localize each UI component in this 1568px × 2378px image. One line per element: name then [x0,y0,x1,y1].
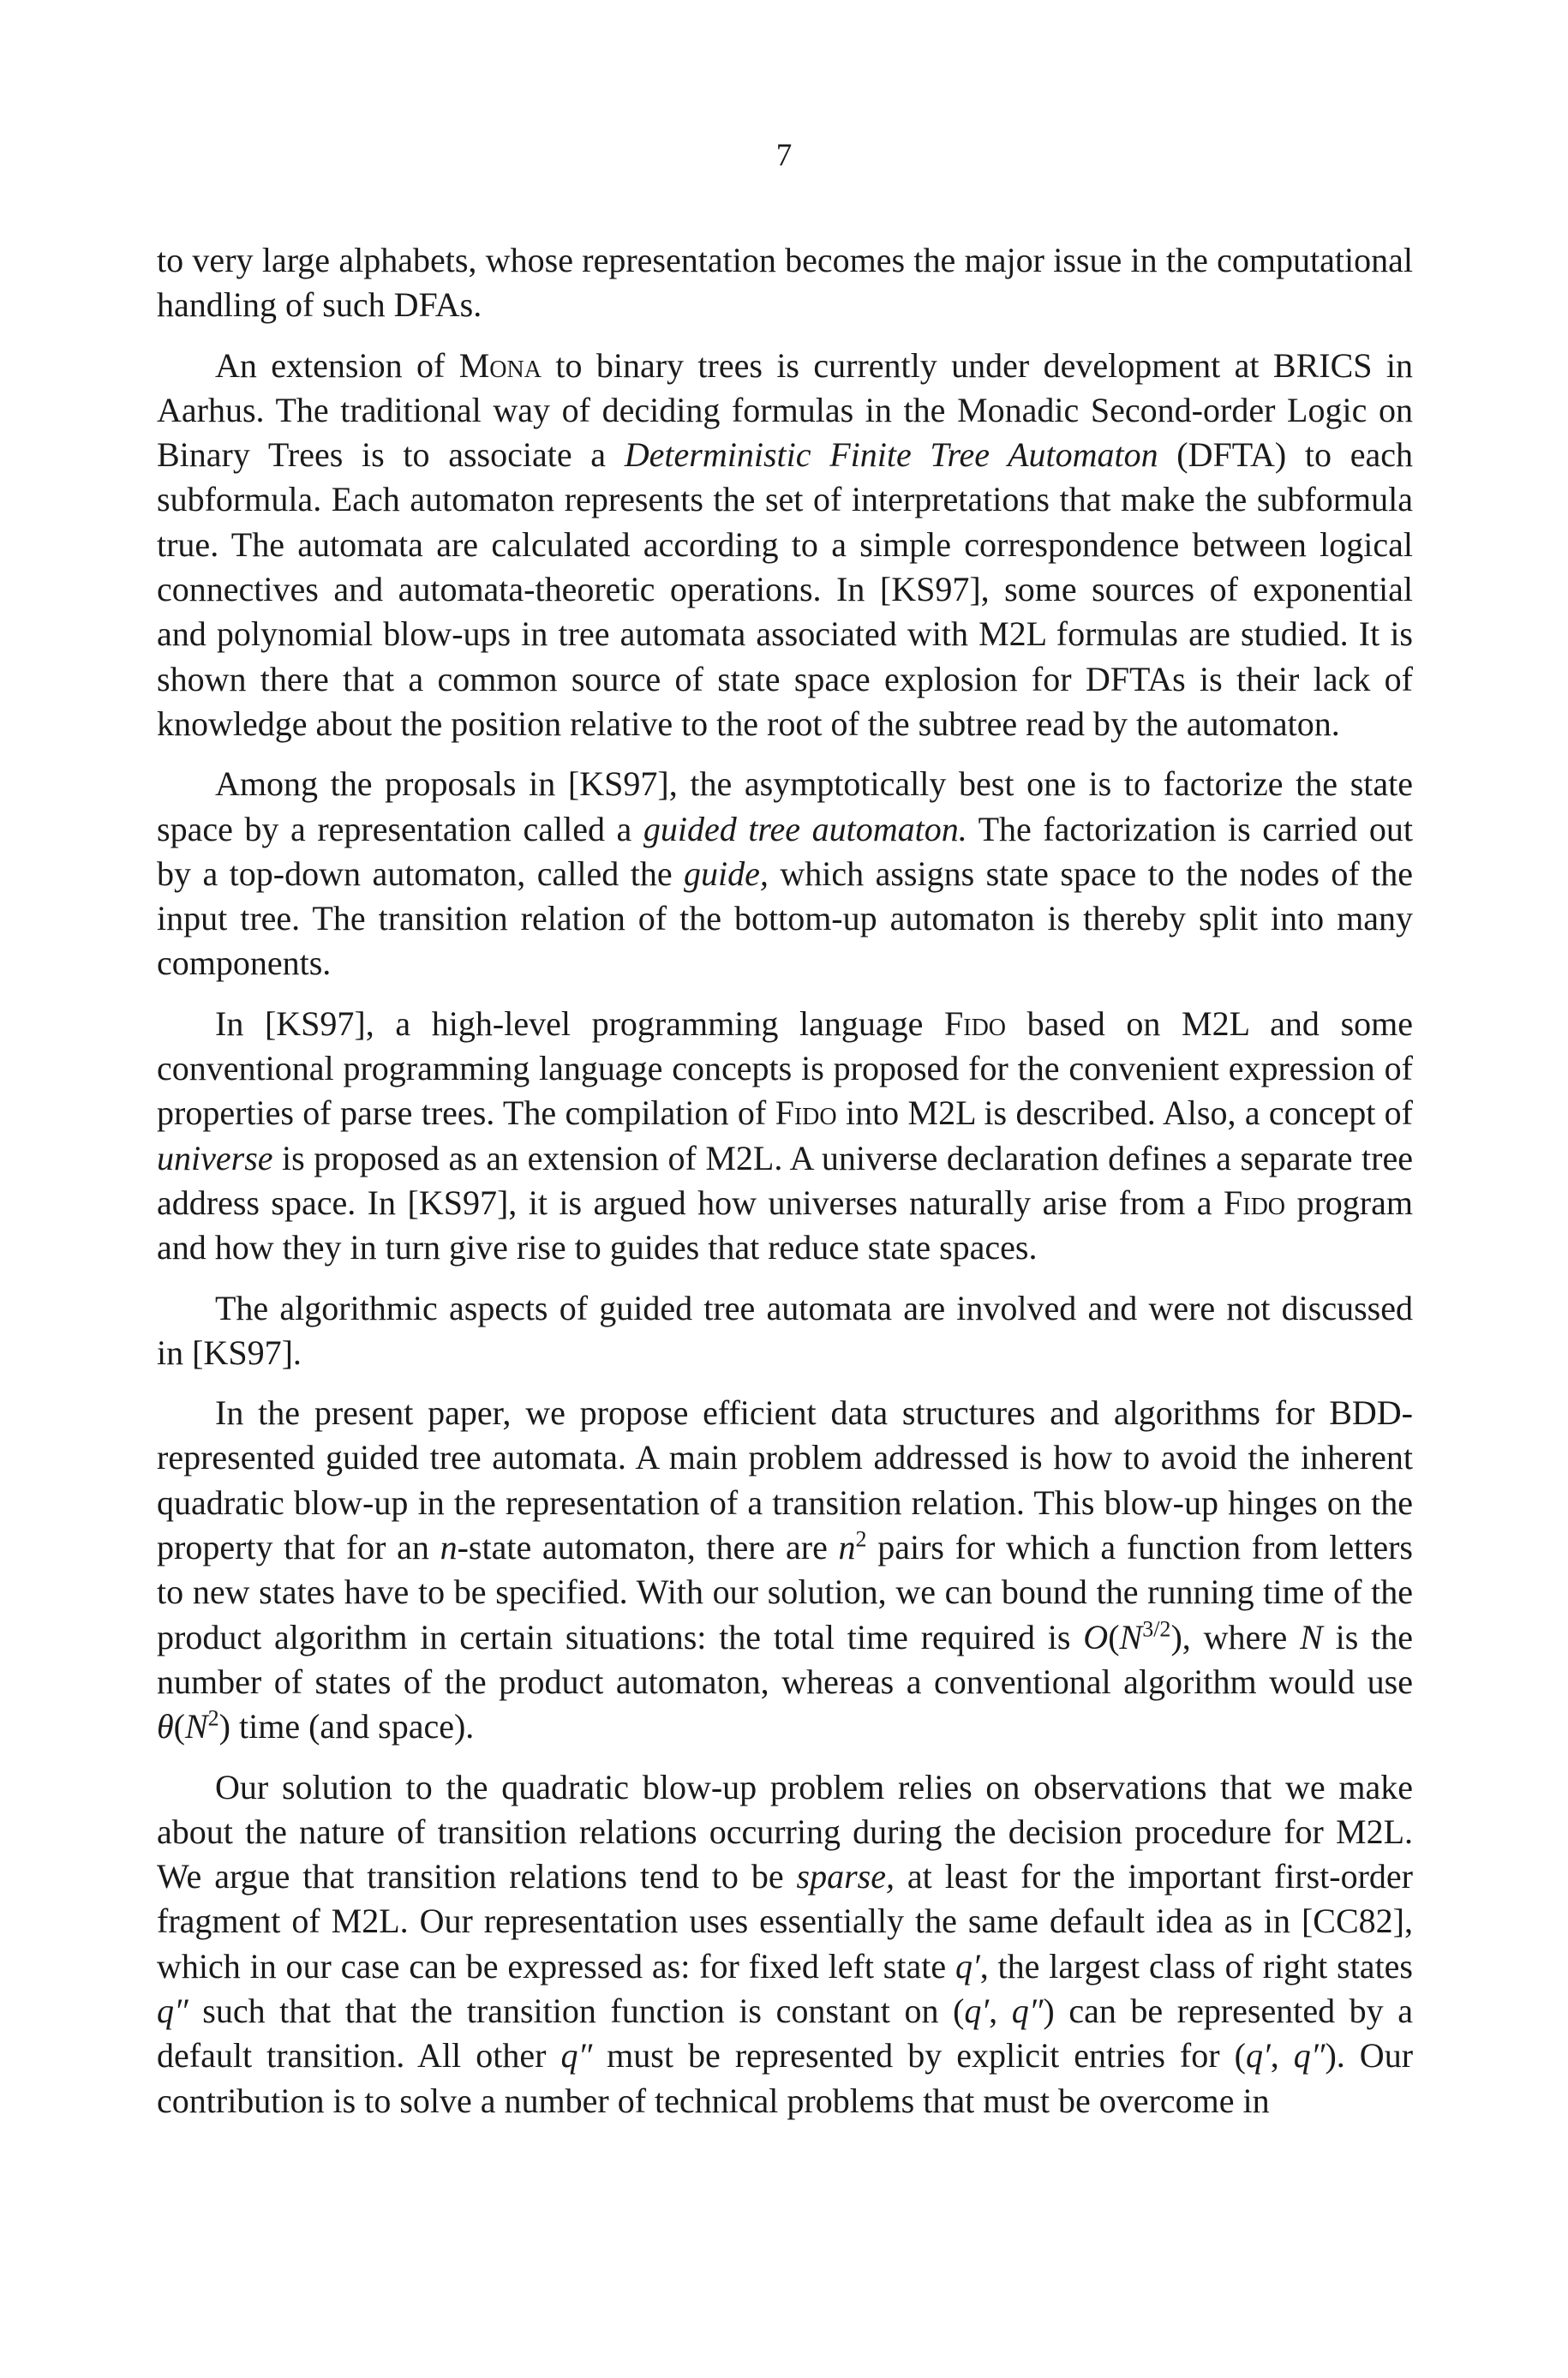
small-caps-text: Fido [1224,1183,1286,1222]
text-run: pairs for which a function from letters to new states have to be specified. With our solution, we can bound the running time of the product algorithm in certain situations: the total time required is [157,1528,1413,1656]
body-text [157,238,1413,2139]
italic-text: n [838,1528,856,1567]
italic-text: N [1300,1617,1323,1656]
text-run: is proposed as an extension of M2L. A universe declaration defines a separate tree address space. In [KS97], it is argued how universes naturally arise from a [157,1138,1413,1222]
italic-text: q″ [157,1991,189,2030]
text-run: (DFTA) to each subformula. Each automaton represents the set of interpretations that make the subformula true. The automata are calculated according to a simple correspondence between logical connectives and automata-theoretic operations. In [KS97], some sources of exponential and polynomial blow-ups in tree automata associated with M2L formulas are studied. It is shown there that a common source of state space explosion for DFTAs is their lack of knowledge about the position relative to the root of the subtree read by the automaton. [157,435,1413,743]
text-run: , [989,1991,1012,2030]
text-run: In [KS97], a high-level programming language [215,1003,944,1043]
paragraph [157,344,1413,747]
italic-text: sparse, [796,1857,895,1896]
text-run: is the number of states of the product automaton, whereas a conventional algorithm would use [157,1617,1413,1701]
italic-text: q″ [560,2036,593,2076]
italic-text: Deterministic Finite Tree Automaton [624,435,1158,475]
italic-text: guided tree automaton. [643,809,967,848]
italic-text: N [1119,1617,1143,1656]
text-run: program and how they in turn give rise to guides that reduce state spaces. [157,1183,1413,1267]
text-run: An extension of [215,345,459,385]
text-run: at least for the important first-order fragment of M2L. Our representation uses essentially the same default idea as in [CC82], which in our case can be expressed as: for fixed left state [157,1857,1413,1986]
superscript: 2 [207,1705,219,1731]
small-caps-text: Mona [458,345,542,385]
page-number: 7 [775,138,793,173]
italic-text: q″ [1011,1991,1044,2030]
italic-text: q″ [1293,2036,1326,2076]
paragraph [157,1765,1413,2123]
italic-text: q′ [1245,2036,1271,2076]
text-run: -state automaton, there are [457,1528,839,1567]
italic-text: q′ [955,1946,980,1986]
text-run: into M2L is described. Also, a concept of [836,1093,1413,1133]
text-run: ). Our contribution is to solve a number of technical problems that must be overcome in [157,2036,1414,2120]
text-run: based on M2L and some conventional programming language concepts is proposed for the convenient expression of properties of parse trees. The compilation of [157,1003,1414,1133]
italic-text: n [440,1528,458,1567]
text-run: ) can be represented by a default transition. All other [157,1991,1414,2076]
small-caps-text: Fido [944,1003,1007,1043]
text-run: ( [1108,1617,1120,1656]
text-run: , the largest class of right states [979,1946,1413,1986]
text-run: In the present paper, we propose efficient data structures and algorithms for BDD-represented guided tree automata. A main problem addressed is how to avoid the inherent quadratic blow-up in the representation of a transition relation. This blow-up hinges on the property that for an [157,1393,1413,1567]
text-run: must be represented by explicit entries for ( [592,2036,1246,2076]
text-run: to very large alphabets, whose representation becomes the major issue in the computational handling of such DFAs. [157,241,1413,325]
italic-text: N [184,1707,208,1746]
italic-text: O [1083,1617,1109,1656]
small-caps-text: Fido [775,1093,837,1133]
text-run: which assigns state space to the nodes of the input tree. The transition relation of the bottom-up automaton is thereby split into many components. [157,854,1414,983]
text-run: The algorithmic aspects of guided tree automata are involved and were not discussed in [KS97]. [157,1288,1413,1372]
italic-text: θ [157,1707,174,1746]
italic-text: universe [157,1138,273,1177]
text-run: Among the proposals in [KS97], the asymptotically best one is to factorize the state space by a representation called a [157,764,1413,848]
text-run: Our solution to the quadratic blow-up problem relies on observations that we make about the nature of transition relations occurring during the decision procedure for M2L. We argue that transition relations tend to be [157,1767,1413,1896]
text-run: such that that the transition function is constant on ( [188,1991,965,2030]
paragraph [157,1391,1413,1749]
italic-text: guide, [684,854,769,893]
italic-text: q′ [964,1991,990,2030]
text-run: The factorization is carried out by a top-down automaton, called the [157,809,1413,893]
superscript: 3/2 [1142,1616,1171,1642]
text-run: ), where [1170,1617,1301,1656]
superscript: 2 [855,1526,867,1552]
text-run: , [1270,2036,1294,2076]
paragraph [157,238,1413,328]
paragraph [157,762,1413,985]
paragraph [157,1002,1413,1271]
text-run: to binary trees is currently under development at BRICS in Aarhus. The traditional way of deciding formulas in the Monadic Second-order Logic on Binary Trees is to associate a [157,345,1414,475]
paragraph [157,1286,1413,1376]
text-run: ) time (and space). [218,1707,475,1746]
text-run: ( [173,1707,185,1746]
